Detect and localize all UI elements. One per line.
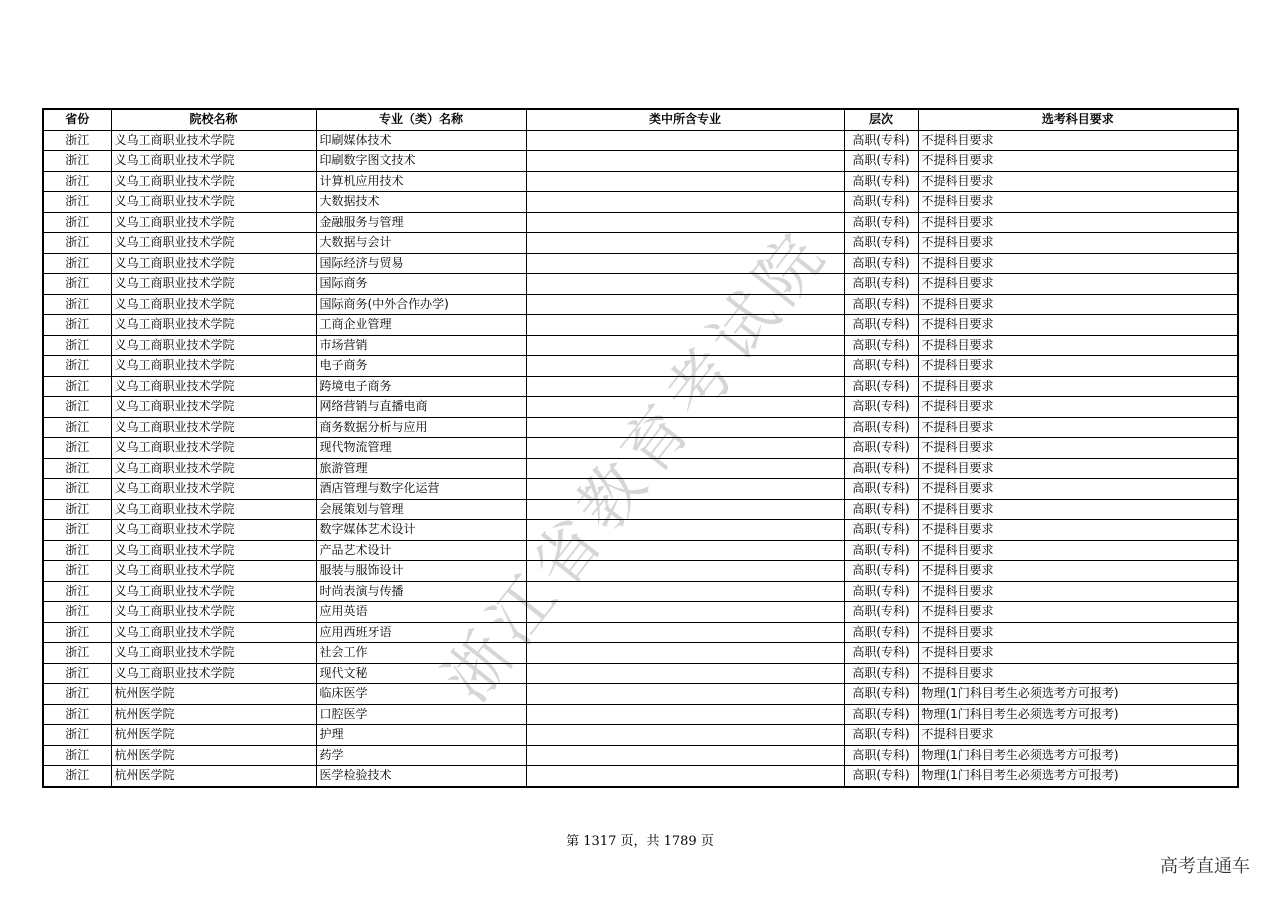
cell-subject-requirement: 物理(1门科目考生必须选考方可报考) <box>918 766 1238 787</box>
cell-school-name: 义乌工商职业技术学院 <box>111 520 316 541</box>
cell-major-name: 国际商务(中外合作办学) <box>316 294 526 315</box>
cell-subject-requirement: 不提科目要求 <box>918 356 1238 377</box>
cell-province: 浙江 <box>43 151 111 172</box>
cell-subject-requirement: 不提科目要求 <box>918 458 1238 479</box>
cell-school-name: 杭州医学院 <box>111 766 316 787</box>
cell-province: 浙江 <box>43 581 111 602</box>
cell-major-name: 金融服务与管理 <box>316 212 526 233</box>
cell-subject-requirement: 不提科目要求 <box>918 151 1238 172</box>
cell-school-name: 义乌工商职业技术学院 <box>111 171 316 192</box>
cell-major-name: 大数据技术 <box>316 192 526 213</box>
cell-school-name: 杭州医学院 <box>111 704 316 725</box>
cell-province: 浙江 <box>43 274 111 295</box>
table-row <box>43 397 1238 418</box>
cell-major-name: 网络营销与直播电商 <box>316 397 526 418</box>
cell-level: 高职(专科) <box>844 581 918 602</box>
cell-province: 浙江 <box>43 171 111 192</box>
cell-province: 浙江 <box>43 540 111 561</box>
cell-major-name: 应用英语 <box>316 602 526 623</box>
cell-level: 高职(专科) <box>844 294 918 315</box>
cell-subject-requirement: 物理(1门科目考生必须选考方可报考) <box>918 704 1238 725</box>
cell-major-name: 大数据与会计 <box>316 233 526 254</box>
table-row <box>43 663 1238 684</box>
cell-school-name: 义乌工商职业技术学院 <box>111 479 316 500</box>
admission-table <box>42 108 1239 788</box>
cell-level: 高职(专科) <box>844 766 918 787</box>
cell-subject-requirement: 不提科目要求 <box>918 274 1238 295</box>
cell-province: 浙江 <box>43 458 111 479</box>
cell-school-name: 杭州医学院 <box>111 745 316 766</box>
cell-level: 高职(专科) <box>844 151 918 172</box>
cell-province: 浙江 <box>43 397 111 418</box>
cell-major-name: 现代物流管理 <box>316 438 526 459</box>
cell-province: 浙江 <box>43 212 111 233</box>
table-row <box>43 520 1238 541</box>
cell-major-name: 印刷数字图文技术 <box>316 151 526 172</box>
cell-subject-requirement: 不提科目要求 <box>918 253 1238 274</box>
cell-school-name: 义乌工商职业技术学院 <box>111 192 316 213</box>
cell-subject-requirement: 不提科目要求 <box>918 602 1238 623</box>
cell-major-name: 工商企业管理 <box>316 315 526 336</box>
corner-brand-logo: 高考直通车 <box>1160 856 1250 877</box>
cell-included-majors <box>526 581 844 602</box>
table-row <box>43 499 1238 520</box>
cell-school-name: 义乌工商职业技术学院 <box>111 417 316 438</box>
cell-major-name: 电子商务 <box>316 356 526 377</box>
cell-level: 高职(专科) <box>844 376 918 397</box>
cell-school-name: 杭州医学院 <box>111 684 316 705</box>
cell-school-name: 义乌工商职业技术学院 <box>111 397 316 418</box>
cell-subject-requirement: 不提科目要求 <box>918 663 1238 684</box>
cell-major-name: 产品艺术设计 <box>316 540 526 561</box>
cell-included-majors <box>526 356 844 377</box>
cell-level: 高职(专科) <box>844 499 918 520</box>
cell-included-majors <box>526 335 844 356</box>
cell-subject-requirement: 不提科目要求 <box>918 233 1238 254</box>
cell-included-majors <box>526 766 844 787</box>
cell-included-majors <box>526 458 844 479</box>
table-row <box>43 766 1238 787</box>
header-included-majors: 类中所含专业 <box>526 109 844 130</box>
cell-level: 高职(专科) <box>844 130 918 151</box>
cell-subject-requirement: 不提科目要求 <box>918 294 1238 315</box>
cell-level: 高职(专科) <box>844 561 918 582</box>
cell-included-majors <box>526 745 844 766</box>
cell-major-name: 临床医学 <box>316 684 526 705</box>
table-row <box>43 335 1238 356</box>
cell-school-name: 义乌工商职业技术学院 <box>111 130 316 151</box>
cell-subject-requirement: 不提科目要求 <box>918 192 1238 213</box>
header-major-name: 专业（类）名称 <box>316 109 526 130</box>
cell-level: 高职(专科) <box>844 684 918 705</box>
cell-included-majors <box>526 704 844 725</box>
cell-subject-requirement: 不提科目要求 <box>918 581 1238 602</box>
cell-subject-requirement: 不提科目要求 <box>918 417 1238 438</box>
cell-level: 高职(专科) <box>844 458 918 479</box>
table-body <box>43 130 1238 787</box>
cell-province: 浙江 <box>43 725 111 746</box>
cell-level: 高职(专科) <box>844 417 918 438</box>
cell-major-name: 酒店管理与数字化运营 <box>316 479 526 500</box>
cell-subject-requirement: 不提科目要求 <box>918 171 1238 192</box>
cell-subject-requirement: 不提科目要求 <box>918 643 1238 664</box>
cell-province: 浙江 <box>43 130 111 151</box>
cell-included-majors <box>526 540 844 561</box>
cell-province: 浙江 <box>43 766 111 787</box>
cell-province: 浙江 <box>43 253 111 274</box>
cell-included-majors <box>526 151 844 172</box>
cell-major-name: 服装与服饰设计 <box>316 561 526 582</box>
table-row <box>43 417 1238 438</box>
cell-school-name: 义乌工商职业技术学院 <box>111 253 316 274</box>
cell-level: 高职(专科) <box>844 663 918 684</box>
cell-included-majors <box>526 397 844 418</box>
cell-included-majors <box>526 274 844 295</box>
table-row <box>43 745 1238 766</box>
table-row <box>43 643 1238 664</box>
cell-included-majors <box>526 212 844 233</box>
cell-major-name: 医学检验技术 <box>316 766 526 787</box>
cell-subject-requirement: 物理(1门科目考生必须选考方可报考) <box>918 745 1238 766</box>
header-row <box>43 109 1238 130</box>
cell-school-name: 义乌工商职业技术学院 <box>111 581 316 602</box>
cell-major-name: 跨境电子商务 <box>316 376 526 397</box>
cell-included-majors <box>526 315 844 336</box>
table-row <box>43 602 1238 623</box>
cell-level: 高职(专科) <box>844 643 918 664</box>
cell-school-name: 义乌工商职业技术学院 <box>111 499 316 520</box>
cell-major-name: 国际商务 <box>316 274 526 295</box>
cell-included-majors <box>526 725 844 746</box>
cell-province: 浙江 <box>43 335 111 356</box>
cell-province: 浙江 <box>43 417 111 438</box>
cell-school-name: 义乌工商职业技术学院 <box>111 212 316 233</box>
cell-school-name: 义乌工商职业技术学院 <box>111 458 316 479</box>
cell-major-name: 商务数据分析与应用 <box>316 417 526 438</box>
header-province: 省份 <box>43 109 111 130</box>
table-row <box>43 192 1238 213</box>
cell-school-name: 义乌工商职业技术学院 <box>111 540 316 561</box>
cell-province: 浙江 <box>43 643 111 664</box>
cell-province: 浙江 <box>43 684 111 705</box>
cell-level: 高职(专科) <box>844 622 918 643</box>
cell-school-name: 义乌工商职业技术学院 <box>111 151 316 172</box>
table-row <box>43 212 1238 233</box>
cell-subject-requirement: 不提科目要求 <box>918 335 1238 356</box>
cell-major-name: 社会工作 <box>316 643 526 664</box>
table-row <box>43 315 1238 336</box>
cell-level: 高职(专科) <box>844 274 918 295</box>
cell-major-name: 护理 <box>316 725 526 746</box>
cell-included-majors <box>526 253 844 274</box>
cell-level: 高职(专科) <box>844 335 918 356</box>
cell-included-majors <box>526 643 844 664</box>
cell-included-majors <box>526 684 844 705</box>
cell-included-majors <box>526 602 844 623</box>
cell-province: 浙江 <box>43 192 111 213</box>
cell-province: 浙江 <box>43 561 111 582</box>
cell-school-name: 义乌工商职业技术学院 <box>111 602 316 623</box>
cell-school-name: 义乌工商职业技术学院 <box>111 561 316 582</box>
table-row <box>43 233 1238 254</box>
cell-subject-requirement: 不提科目要求 <box>918 520 1238 541</box>
cell-level: 高职(专科) <box>844 479 918 500</box>
cell-major-name: 数字媒体艺术设计 <box>316 520 526 541</box>
table-row <box>43 151 1238 172</box>
cell-level: 高职(专科) <box>844 253 918 274</box>
cell-major-name: 国际经济与贸易 <box>316 253 526 274</box>
cell-province: 浙江 <box>43 294 111 315</box>
cell-subject-requirement: 不提科目要求 <box>918 130 1238 151</box>
cell-province: 浙江 <box>43 438 111 459</box>
watermark: 浙江省教育考试院 <box>430 215 844 716</box>
cell-province: 浙江 <box>43 315 111 336</box>
cell-level: 高职(专科) <box>844 540 918 561</box>
cell-included-majors <box>526 294 844 315</box>
cell-included-majors <box>526 479 844 500</box>
header-school-name: 院校名称 <box>111 109 316 130</box>
cell-included-majors <box>526 520 844 541</box>
cell-province: 浙江 <box>43 499 111 520</box>
cell-major-name: 市场营销 <box>316 335 526 356</box>
header-subject-requirement: 选考科目要求 <box>918 109 1238 130</box>
cell-major-name: 应用西班牙语 <box>316 622 526 643</box>
cell-subject-requirement: 不提科目要求 <box>918 397 1238 418</box>
cell-school-name: 义乌工商职业技术学院 <box>111 315 316 336</box>
table-row <box>43 704 1238 725</box>
cell-level: 高职(专科) <box>844 520 918 541</box>
table-row <box>43 684 1238 705</box>
cell-school-name: 义乌工商职业技术学院 <box>111 274 316 295</box>
cell-subject-requirement: 不提科目要求 <box>918 376 1238 397</box>
cell-included-majors <box>526 130 844 151</box>
cell-level: 高职(专科) <box>844 725 918 746</box>
cell-included-majors <box>526 438 844 459</box>
cell-subject-requirement: 不提科目要求 <box>918 540 1238 561</box>
cell-level: 高职(专科) <box>844 233 918 254</box>
cell-major-name: 药学 <box>316 745 526 766</box>
table-row <box>43 294 1238 315</box>
cell-included-majors <box>526 663 844 684</box>
cell-included-majors <box>526 417 844 438</box>
cell-major-name: 现代文秘 <box>316 663 526 684</box>
cell-included-majors <box>526 171 844 192</box>
cell-included-majors <box>526 376 844 397</box>
header-level: 层次 <box>844 109 918 130</box>
cell-province: 浙江 <box>43 663 111 684</box>
cell-school-name: 义乌工商职业技术学院 <box>111 438 316 459</box>
cell-subject-requirement: 不提科目要求 <box>918 622 1238 643</box>
cell-level: 高职(专科) <box>844 397 918 418</box>
cell-level: 高职(专科) <box>844 192 918 213</box>
cell-school-name: 义乌工商职业技术学院 <box>111 335 316 356</box>
table-row <box>43 356 1238 377</box>
cell-province: 浙江 <box>43 745 111 766</box>
table-row <box>43 130 1238 151</box>
table-row <box>43 458 1238 479</box>
table-row <box>43 561 1238 582</box>
cell-province: 浙江 <box>43 356 111 377</box>
table-row <box>43 479 1238 500</box>
cell-school-name: 义乌工商职业技术学院 <box>111 376 316 397</box>
cell-level: 高职(专科) <box>844 602 918 623</box>
cell-major-name: 会展策划与管理 <box>316 499 526 520</box>
cell-school-name: 义乌工商职业技术学院 <box>111 233 316 254</box>
cell-province: 浙江 <box>43 479 111 500</box>
cell-level: 高职(专科) <box>844 356 918 377</box>
cell-school-name: 义乌工商职业技术学院 <box>111 643 316 664</box>
cell-province: 浙江 <box>43 520 111 541</box>
cell-province: 浙江 <box>43 622 111 643</box>
cell-level: 高职(专科) <box>844 438 918 459</box>
cell-subject-requirement: 不提科目要求 <box>918 499 1238 520</box>
cell-level: 高职(专科) <box>844 171 918 192</box>
cell-school-name: 义乌工商职业技术学院 <box>111 356 316 377</box>
cell-subject-requirement: 不提科目要求 <box>918 725 1238 746</box>
cell-subject-requirement: 不提科目要求 <box>918 315 1238 336</box>
cell-included-majors <box>526 561 844 582</box>
table-row <box>43 171 1238 192</box>
cell-school-name: 杭州医学院 <box>111 725 316 746</box>
table-row <box>43 274 1238 295</box>
cell-subject-requirement: 物理(1门科目考生必须选考方可报考) <box>918 684 1238 705</box>
cell-major-name: 印刷媒体技术 <box>316 130 526 151</box>
cell-major-name: 时尚表演与传播 <box>316 581 526 602</box>
cell-school-name: 义乌工商职业技术学院 <box>111 622 316 643</box>
cell-included-majors <box>526 192 844 213</box>
cell-level: 高职(专科) <box>844 315 918 336</box>
cell-province: 浙江 <box>43 602 111 623</box>
cell-level: 高职(专科) <box>844 704 918 725</box>
cell-major-name: 计算机应用技术 <box>316 171 526 192</box>
cell-province: 浙江 <box>43 376 111 397</box>
cell-included-majors <box>526 499 844 520</box>
cell-subject-requirement: 不提科目要求 <box>918 479 1238 500</box>
cell-major-name: 旅游管理 <box>316 458 526 479</box>
table-row <box>43 376 1238 397</box>
table-row <box>43 622 1238 643</box>
table-row <box>43 438 1238 459</box>
cell-level: 高职(专科) <box>844 212 918 233</box>
table-header <box>43 109 1238 130</box>
cell-subject-requirement: 不提科目要求 <box>918 212 1238 233</box>
cell-included-majors <box>526 622 844 643</box>
cell-province: 浙江 <box>43 233 111 254</box>
cell-major-name: 口腔医学 <box>316 704 526 725</box>
cell-included-majors <box>526 233 844 254</box>
table-row <box>43 725 1238 746</box>
table-row <box>43 253 1238 274</box>
page-number: 第 1317 页，共 1789 页 <box>566 834 714 849</box>
cell-school-name: 义乌工商职业技术学院 <box>111 663 316 684</box>
table-row <box>43 581 1238 602</box>
cell-subject-requirement: 不提科目要求 <box>918 438 1238 459</box>
table-row <box>43 540 1238 561</box>
cell-level: 高职(专科) <box>844 745 918 766</box>
cell-school-name: 义乌工商职业技术学院 <box>111 294 316 315</box>
cell-province: 浙江 <box>43 704 111 725</box>
cell-subject-requirement: 不提科目要求 <box>918 561 1238 582</box>
